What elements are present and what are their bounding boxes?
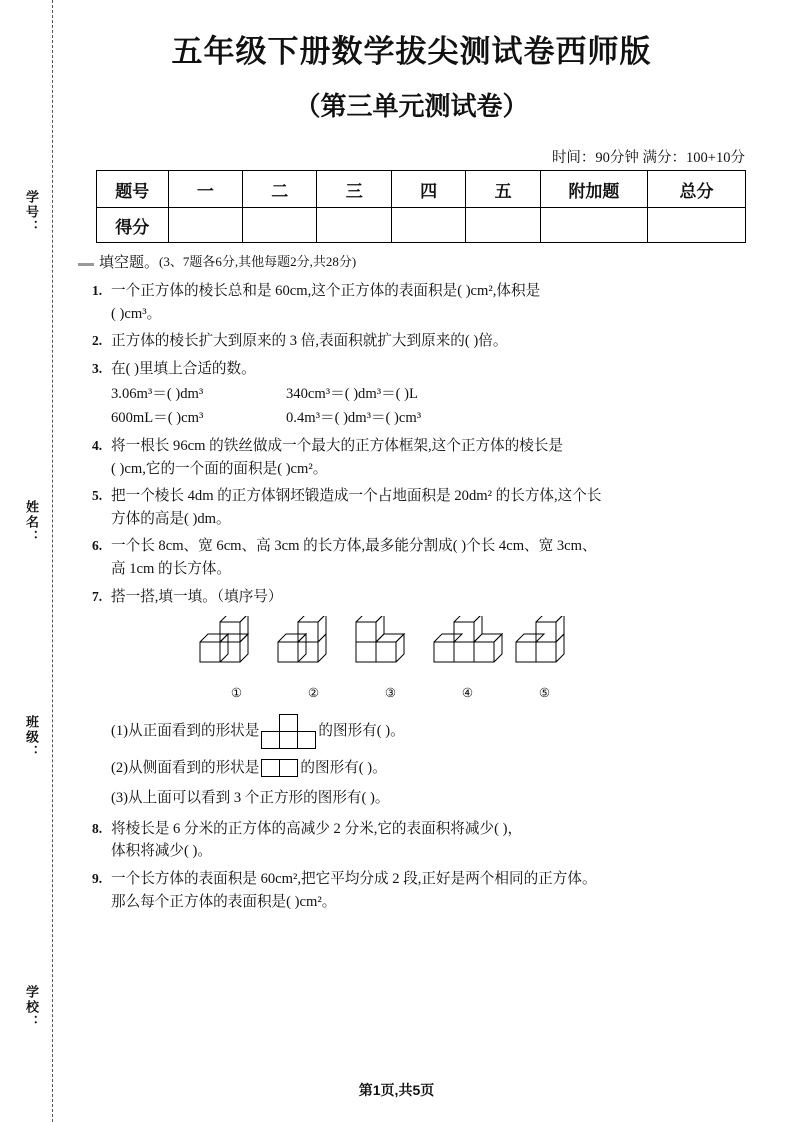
conversion-item: 0.4m³＝( )dm³＝( )cm³	[286, 410, 422, 427]
conversion-item: 600mL＝( )cm³	[111, 410, 204, 427]
question-number: 1.	[92, 283, 103, 299]
section-header	[78, 252, 753, 275]
questions-area	[78, 252, 753, 913]
score-cell-5[interactable]	[466, 208, 540, 243]
front-view-grid-icon	[261, 714, 316, 749]
exam-meta: 时间：90分钟 满分：100+10分	[551, 150, 745, 166]
question-6	[92, 535, 753, 580]
question-7-sub-2	[111, 757, 753, 780]
sub-question-text: 的图形有( )。	[300, 759, 387, 776]
cube-figures-svg	[198, 616, 618, 682]
question-8	[92, 818, 753, 863]
question-7-sub-3: (3)从上面可以看到 3 个正方形的图形有( )。	[111, 790, 390, 807]
score-table	[96, 170, 746, 243]
question-text-line: 一个正方体的棱长总和是 60cm,这个正方体的表面积是( )cm²,体积是	[111, 283, 541, 300]
page-subtitle: （第三单元测试卷）	[294, 91, 529, 121]
question-number: 7.	[92, 588, 103, 604]
score-cell-3[interactable]	[317, 208, 391, 243]
score-table-col-4: 四	[391, 171, 465, 208]
question-1	[92, 280, 753, 325]
cube-figures-row	[198, 616, 753, 684]
figure-label-4: ④	[461, 686, 474, 701]
score-table-row-label-0: 题号	[97, 171, 169, 208]
question-text-line: 那么每个正方体的表面积是( )cm²。	[111, 893, 337, 910]
table-row-scores	[97, 208, 746, 243]
question-text-line: 一个长方体的表面积是 60cm²,把它平均分成 2 段,正好是两个相同的正方体。	[111, 870, 597, 887]
question-3	[92, 358, 753, 381]
question-text-line: 方体的高是( )dm。	[111, 510, 231, 527]
question-4	[92, 435, 753, 480]
score-table-col-total: 总分	[648, 171, 746, 208]
question-number: 3.	[92, 361, 103, 377]
page-footer: 第1页,共5页	[358, 1082, 435, 1098]
score-cell-1[interactable]	[168, 208, 242, 243]
score-cell-total[interactable]	[648, 208, 746, 243]
sub-question-text: (2)从侧面看到的形状是	[111, 759, 260, 776]
figure-label-3: ③	[384, 686, 397, 701]
cube-figure-labels	[198, 684, 753, 703]
figure-label-1: ①	[230, 686, 243, 701]
sub-question-text: (1)从正面看到的形状是	[111, 722, 260, 739]
question-number: 6.	[92, 538, 103, 554]
question-text-line: 将一根长 96cm 的铁丝做成一个最大的正方体框架,这个正方体的棱长是	[111, 437, 563, 454]
page-title: 五年级下册数学拔尖测试卷西师版	[171, 34, 652, 69]
question-7-sub-1	[111, 714, 753, 749]
sub-question-text: 的图形有( )。	[318, 722, 405, 739]
score-cell-extra[interactable]	[540, 208, 647, 243]
side-view-grid-icon	[261, 759, 298, 777]
question-number: 5.	[92, 488, 103, 504]
score-table-col-extra: 附加题	[540, 171, 647, 208]
question-text-line: ( )cm³。	[111, 305, 162, 322]
question-text-line: ( )cm,它的一个面的面积是( )cm²。	[111, 460, 328, 477]
table-row-header	[97, 171, 746, 208]
section-bullet-icon	[78, 263, 94, 266]
question-text-line: 正方体的棱长扩大到原来的 3 倍,表面积就扩大到原来的( )倍。	[111, 333, 508, 350]
question-text-line: 搭一搭,填一填。（填序号）	[111, 588, 283, 605]
question-5	[92, 485, 753, 530]
side-label-school: 学校：	[24, 985, 39, 1030]
question-3-conversion-row-1	[111, 383, 753, 406]
question-text-line: 在( )里填上合适的数。	[111, 361, 256, 378]
section-note: (3、7题各6分,其他每题2分,共28分)	[159, 254, 357, 269]
score-table-col-2: 二	[243, 171, 317, 208]
question-number: 4.	[92, 437, 103, 453]
question-text-line: 将棱长是 6 分米的正方体的高减少 2 分米,它的表面积将减少( )，	[111, 820, 523, 837]
question-number: 2.	[92, 333, 103, 349]
conversion-item: 3.06m³＝( )dm³	[111, 385, 204, 402]
side-label-class: 班级：	[24, 715, 39, 760]
figure-label-2: ②	[307, 686, 320, 701]
section-title: 填空题。	[99, 255, 160, 271]
side-label-student-id: 学号：	[24, 190, 39, 235]
question-number: 9.	[92, 870, 103, 886]
score-table-col-5: 五	[466, 171, 540, 208]
left-dashed-margin	[52, 0, 53, 1122]
score-cell-2[interactable]	[243, 208, 317, 243]
question-2	[92, 330, 753, 353]
question-text-line: 一个长 8cm、宽 6cm、高 3cm 的长方体,最多能分割成( )个长 4cm、宽 3cm、	[111, 538, 597, 555]
side-label-name: 姓名：	[24, 500, 39, 545]
conversion-item: 340cm³＝( )dm³＝( )L	[286, 385, 418, 402]
question-9	[92, 868, 753, 913]
question-number: 8.	[92, 820, 103, 836]
score-cell-4[interactable]	[391, 208, 465, 243]
score-table-row-label-1: 得分	[97, 208, 169, 243]
question-3-conversion-row-2	[111, 407, 753, 430]
question-text-line: 把一个棱长 4dm 的正方体钢坯锻造成一个占地面积是 20dm² 的长方体,这个长	[111, 488, 602, 505]
score-table-col-1: 一	[168, 171, 242, 208]
score-table-col-3: 三	[317, 171, 391, 208]
question-7	[92, 586, 753, 609]
figure-label-5: ⑤	[538, 686, 551, 701]
question-text-line: 高 1cm 的长方体。	[111, 560, 231, 577]
question-text-line: 体积将减少( )。	[111, 843, 212, 860]
